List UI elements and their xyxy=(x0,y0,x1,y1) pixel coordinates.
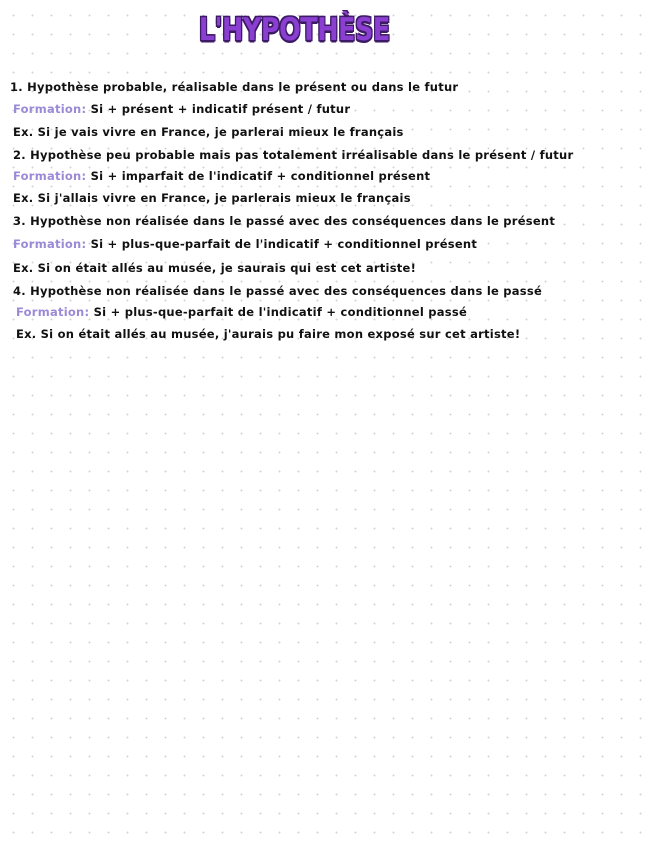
hypothesis-3-formation xyxy=(13,237,477,251)
hypothesis-1-heading: 1. Hypothèse probable, réalisable dans le présent ou dans le futur xyxy=(10,80,459,94)
hypothesis-2-example: Ex. Si j'allais vivre en France, je parlerais mieux le français xyxy=(13,191,411,205)
hypothesis-4-heading: 4. Hypothèse non réalisée dans le passé avec des conséquences dans le passé xyxy=(13,284,543,298)
formation-rule: Si + plus-que-parfait de l'indicatif + conditionnel présent xyxy=(86,237,478,251)
formation-rule: Si + plus-que-parfait de l'indicatif + conditionnel passé xyxy=(89,305,468,319)
hypothesis-1-formation xyxy=(13,102,350,116)
hypothesis-2-heading: 2. Hypothèse peu probable mais pas totalement irréalisable dans le présent / futur xyxy=(13,148,574,162)
hypothesis-2-formation xyxy=(13,169,430,183)
page-title: L'HYPOTHÈSE xyxy=(198,12,390,48)
formation-label: Formation: xyxy=(13,169,87,183)
formation-label: Formation: xyxy=(16,305,90,319)
hypothesis-3-example: Ex. Si on était allés au musée, je saurais qui est cet artiste! xyxy=(13,261,417,275)
formation-label: Formation: xyxy=(13,102,87,116)
formation-rule: Si + imparfait de l'indicatif + conditionnel présent xyxy=(86,169,431,183)
hypothesis-3-heading: 3. Hypothèse non réalisée dans le passé avec des conséquences dans le présent xyxy=(13,214,556,228)
formation-label: Formation: xyxy=(13,237,87,251)
hypothesis-4-formation xyxy=(16,305,467,319)
formation-rule: Si + présent + indicatif présent / futur xyxy=(86,102,351,116)
hypothesis-1-example: Ex. Si je vais vivre en France, je parlerai mieux le français xyxy=(13,125,404,139)
hypothesis-4-example: Ex. Si on était allés au musée, j'aurais pu faire mon exposé sur cet artiste! xyxy=(16,327,521,341)
